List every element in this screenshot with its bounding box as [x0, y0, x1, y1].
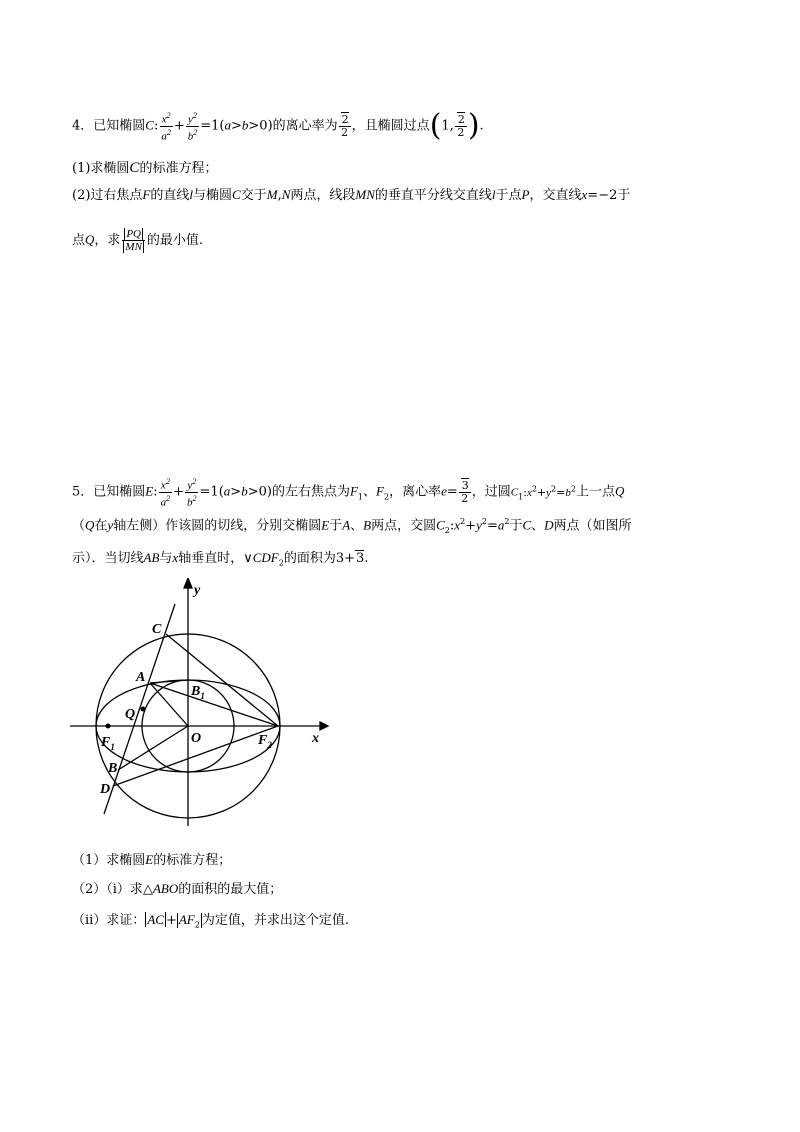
p4-q2-i: 于 [617, 188, 631, 203]
p5-q2-end: 的面积的最大值； [178, 882, 283, 897]
label-f1: $F_1$ [101, 735, 115, 752]
p5-l2-i: 两点（如图所 [553, 518, 632, 534]
p4-q2-j: 点 [72, 233, 86, 248]
p5-l2-f: 两点，交圆 [371, 518, 437, 534]
p5-q2: （2）（ⅰ）求△ABO的面积的最大值； [72, 881, 283, 897]
p5-q3-end: 为定值，并求出这个定值. [201, 913, 349, 928]
label-b: B [108, 761, 118, 776]
p5-q1-text: （1）求椭圆 [72, 853, 146, 868]
p4-q2-f: 的垂直平分线交直线 [374, 188, 492, 203]
p5-line3: 示）．当切线AB与x轴垂直时，$\vee CDF_2$的面积为3+3. [72, 550, 369, 568]
p4-cond: 的离心率为 [272, 118, 338, 134]
label-y: y [194, 583, 201, 598]
point-f1 [106, 724, 111, 729]
p5-q3-text: （ⅱ）求证： [72, 913, 146, 928]
p5-line1: 5．已知椭圆E: $\frac{x^2}{a^2}$ + $\frac{y^2}{b^2}$ =1(a>b>0)的左右焦点为$F_1$、$F_2$，离心率e= $\frac{3}{2}$ ，过圆$C_1:x^2+y^2=b^2$上一点Q [72, 477, 625, 509]
p5-q3: （ⅱ）求证： AC + $AF_2$ 为定值，并求出这个定值. [72, 912, 349, 930]
p5-circle1: ，过圆 [471, 484, 511, 500]
p5-ecc: ，离心率 [389, 484, 442, 500]
p5-l3-end: . [364, 551, 369, 566]
p5-l2-h: 、 [531, 518, 545, 534]
p4-q2-d: 交于 [240, 188, 267, 203]
p5-l2-e: 、 [350, 518, 364, 534]
p4-q2-h: ，交直线 [529, 188, 582, 203]
p5-l3-d: 的面积为 [283, 551, 336, 566]
label-c: C [152, 622, 162, 637]
label-a: A [136, 670, 146, 685]
label-f2: $F_2$ [258, 733, 272, 750]
y-axis-arrow [184, 578, 192, 588]
p4-q2-c: 与椭圆 [193, 188, 233, 203]
p4-q1-prefix: (1)求椭圆 [72, 161, 130, 176]
p5-circle1-end: 上一点 [575, 484, 615, 500]
p4-intro: 4．已知椭圆 [72, 118, 146, 134]
point-q [141, 707, 146, 712]
p4-q2-g: 于点 [495, 188, 522, 203]
p5-l2-d: 于 [329, 518, 343, 534]
label-o: O [191, 731, 202, 746]
p5-q2-text: （2）（ⅰ）求 [72, 882, 143, 897]
p4-end: . [479, 118, 484, 134]
label-x: x [312, 731, 319, 746]
p4-q2-b: 的直线 [150, 188, 190, 203]
p5-cond: 的左右焦点为 [271, 484, 350, 500]
label-q: Q [125, 707, 136, 722]
ellipse-circle-figure [70, 578, 340, 828]
p5-l2-b: 在 [94, 518, 108, 534]
segment-b-o [118, 726, 188, 770]
p5-line2: （Q在y轴左侧）作该圆的切线，分别交椭圆E于A、B两点，交圆$C_2:x^2+y^2=a^2$于C、D两点（如图所 [72, 517, 632, 535]
tangent-line [104, 604, 175, 814]
x-axis-arrow [320, 722, 328, 730]
p5-l3-c: 轴垂直时， [178, 551, 244, 566]
p4-q2-e: 两点，线段 [290, 188, 356, 203]
label-b1: $B_1$ [191, 684, 205, 701]
p5-l2-c: 轴左侧）作该圆的切线，分别交椭圆 [113, 518, 322, 534]
p5-sep: 、 [363, 484, 377, 500]
p5-l3-b: 与 [159, 551, 173, 566]
label-d: D [100, 782, 111, 797]
p5-l3-a: 示）．当切线 [72, 551, 144, 566]
p5-q1-end: 的标准方程； [153, 853, 232, 868]
p4-q1: (1)求椭圆C的标准方程； [72, 160, 218, 176]
p4-line1: 4．已知椭圆C: $\frac{x^2}{a^2}$ + $\frac{y^2}{b^2}$ =1(a>b>0)的离心率为 $\frac{2}{2}$ ，且椭圆过点(1, $\frac{2}{2}$ ). [72, 108, 484, 144]
p4-q2-line2: 点Q，求 $\frac{PQ}{MN}$ 的最小值. [72, 228, 204, 253]
p4-q2-line1: (2)过右焦点F的直线l与椭圆C交于M,N两点，线段MN的垂直平分线交直线l于点P，交直线x=−2于 [72, 187, 631, 203]
p5-l2-a: （ [72, 518, 86, 534]
p4-q2-l: 的最小值. [146, 233, 204, 248]
p4-q2-a: (2)过右焦点 [72, 188, 143, 203]
p5-q1: （1）求椭圆E的标准方程； [72, 852, 232, 868]
p4-q1-suffix: 的标准方程； [139, 161, 218, 176]
p5-intro: 5．已知椭圆 [72, 484, 146, 500]
p4-q2-k: ，求 [94, 233, 121, 248]
p4-pass: ，且椭圆过点 [351, 118, 430, 134]
p5-l2-g: 于 [509, 518, 523, 534]
